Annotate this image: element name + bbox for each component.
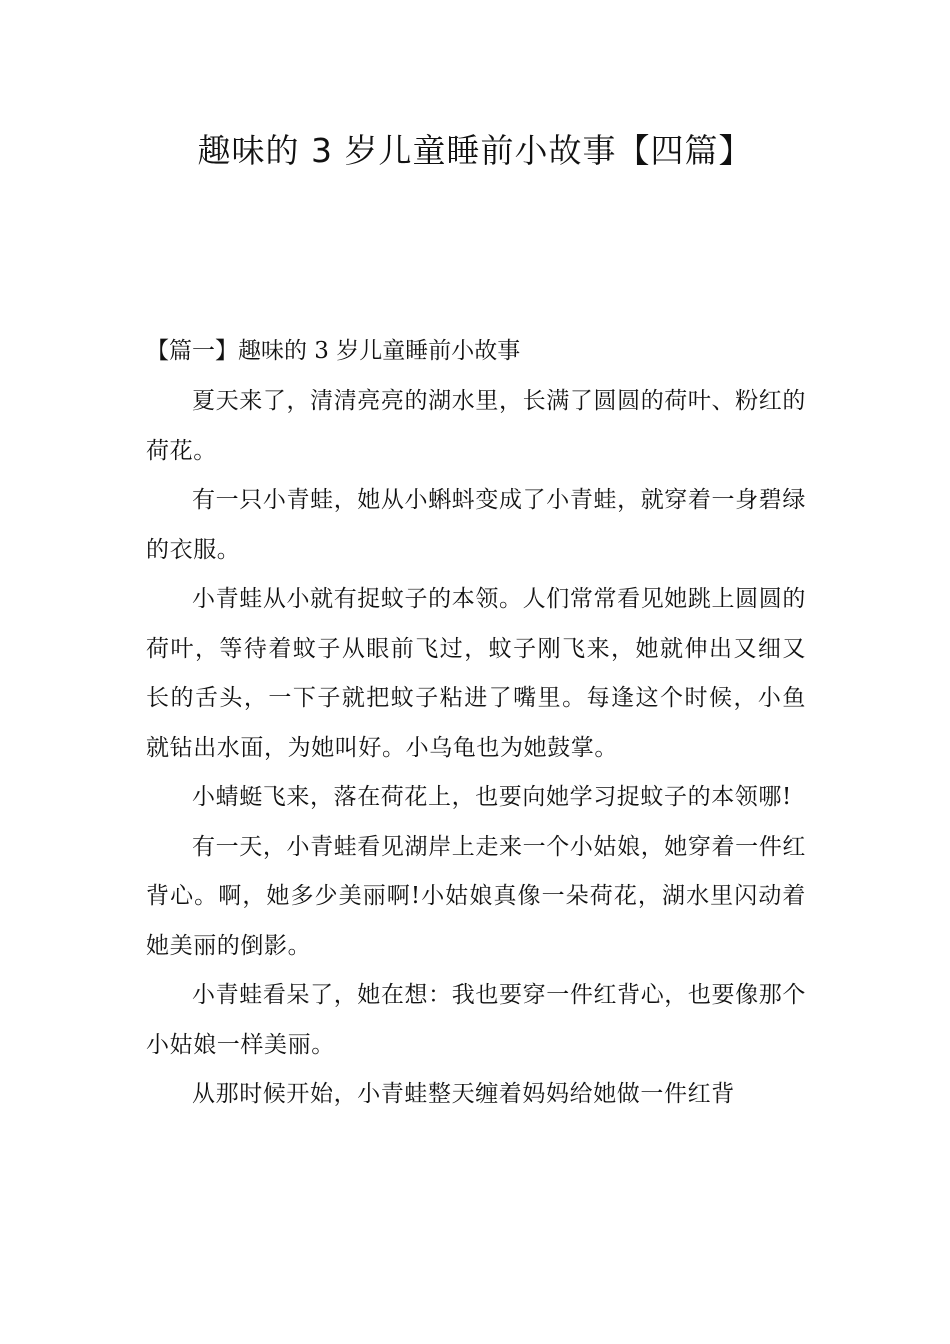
paragraph: 从那时候开始，小青蛙整天缠着妈妈给她做一件红背 [192,1081,735,1107]
section-heading: 【篇一】趣味的 3 岁儿童睡前小故事 [146,338,521,364]
paragraph: 有一天，小青蛙看见湖岸上走来一个小姑娘，她穿着一件红背心。啊，她多少美丽啊!小姑娘真像一朵荷花，湖水里闪动着她美丽的倒影。 [146,833,806,959]
document-body [146,325,806,1120]
paragraph: 小蜻蜓飞来，落在荷花上，也要向她学习捉蚊子的本领哪! [192,784,792,810]
paragraph: 夏天来了，清清亮亮的湖水里，长满了圆圆的荷叶、粉红的荷花。 [146,388,806,464]
paragraph: 小青蛙从小就有捉蚊子的本领。人们常常看见她跳上圆圆的荷叶，等待着蚊子从眼前飞过，蚊子刚飞来，她就伸出又细又长的舌头，一下子就把蚊子粘进了嘴里。每逢这个时候，小鱼就钻出水面，为她叫好。小乌龟也为她鼓掌。 [146,586,806,761]
paragraph: 有一只小青蛙，她从小蝌蚪变成了小青蛙，就穿着一身碧绿的衣服。 [146,487,806,563]
paragraph: 小青蛙看呆了，她在想：我也要穿一件红背心，也要像那个小姑娘一样美丽。 [146,982,806,1058]
document-title: 趣味的 3 岁儿童睡前小故事【四篇】 [197,131,753,170]
